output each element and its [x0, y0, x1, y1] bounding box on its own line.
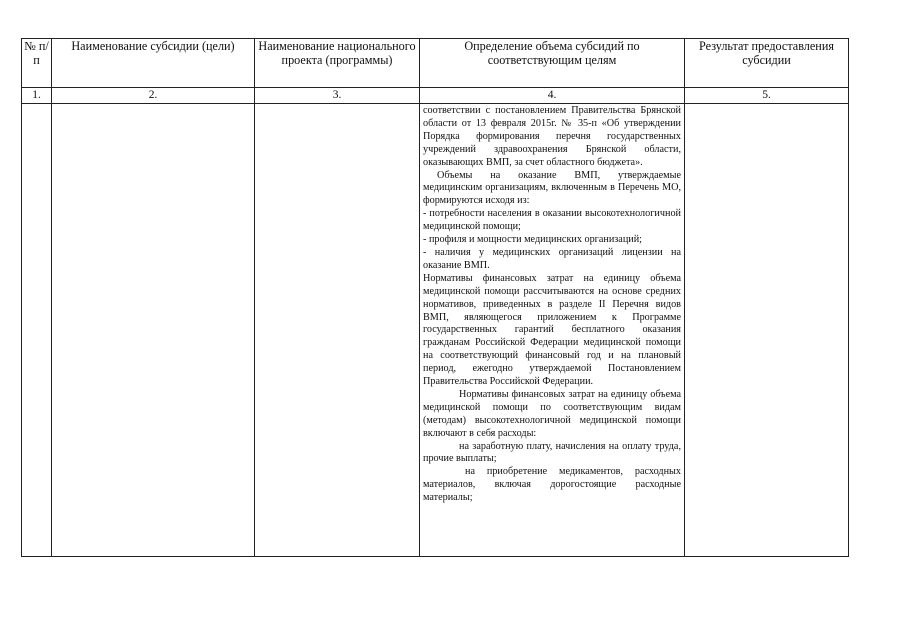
- subsidy-table: [21, 38, 849, 557]
- paragraph: на приобретение медикаментов, расходных материалов, включая дорогостоящие расходные материалы;: [423, 466, 681, 504]
- empty-cell: [22, 104, 52, 557]
- empty-cell: [685, 104, 849, 557]
- empty-cell: [255, 104, 420, 557]
- header-subsidy-volume: Определение объема субсидий по соответствующим целям: [420, 39, 685, 88]
- numbering-row: [22, 88, 849, 104]
- volume-description-text: [420, 104, 684, 505]
- paragraph: на заработную плату, начисления на оплату труда, прочие выплаты;: [423, 440, 681, 465]
- paragraph: - наличия у медицинских организаций лицензии на оказание ВМП.: [423, 246, 681, 271]
- numbering-cell: 2.: [52, 88, 255, 104]
- paragraph: Нормативы финансовых затрат на единицу объема медицинской помощи рассчитываются на основе средних нормативов, приведенных в разделе II Перечня видов ВМП, являющегося приложением к Программе государственных гарантий бесплатного оказания гражданам Российской Федерации медицинской помощи на соответствующий финансовый год и на плановый период, ежегодно утверждаемой Постановлением Правительства Российской Федерации.: [423, 272, 681, 388]
- paragraph: - профиля и мощности медицинских организаций;: [423, 234, 643, 246]
- header-national-project: Наименование национального проекта (программы): [255, 39, 420, 88]
- numbering-cell: 5.: [685, 88, 849, 104]
- paragraph: Нормативы финансовых затрат на единицу объема медицинской помощи по соответствующим видам (методам) высокотехнологичной медицинской помощи включают в себя расходы:: [423, 388, 681, 439]
- empty-cell: [52, 104, 255, 557]
- table-header-row: [22, 39, 849, 88]
- table-row: [22, 104, 849, 557]
- volume-description-cell: [420, 104, 685, 557]
- paragraph: соответствии с постановлением Правительства Брянской области от 13 февраля 2015г. № 35-п «Об утверждении Порядка формирования перечня государственных учреждений здравоохранения Брянской области, оказывающих ВМП, за счет областного бюджета».: [423, 105, 681, 168]
- paragraph: Объемы на оказание ВМП, утверждаемые медицинским организациям, включенным в Перечень МО, формируются исходя из:: [423, 169, 681, 207]
- numbering-cell: 1.: [22, 88, 52, 104]
- numbering-cell: 3.: [255, 88, 420, 104]
- header-number: № п/п: [22, 39, 52, 88]
- numbering-cell: 4.: [420, 88, 685, 104]
- header-subsidy-name: Наименование субсидии (цели): [52, 39, 255, 88]
- header-result: Результат предоставления субсидии: [685, 39, 849, 88]
- paragraph: - потребности населения в оказании высокотехнологичной медицинской помощи;: [423, 208, 681, 233]
